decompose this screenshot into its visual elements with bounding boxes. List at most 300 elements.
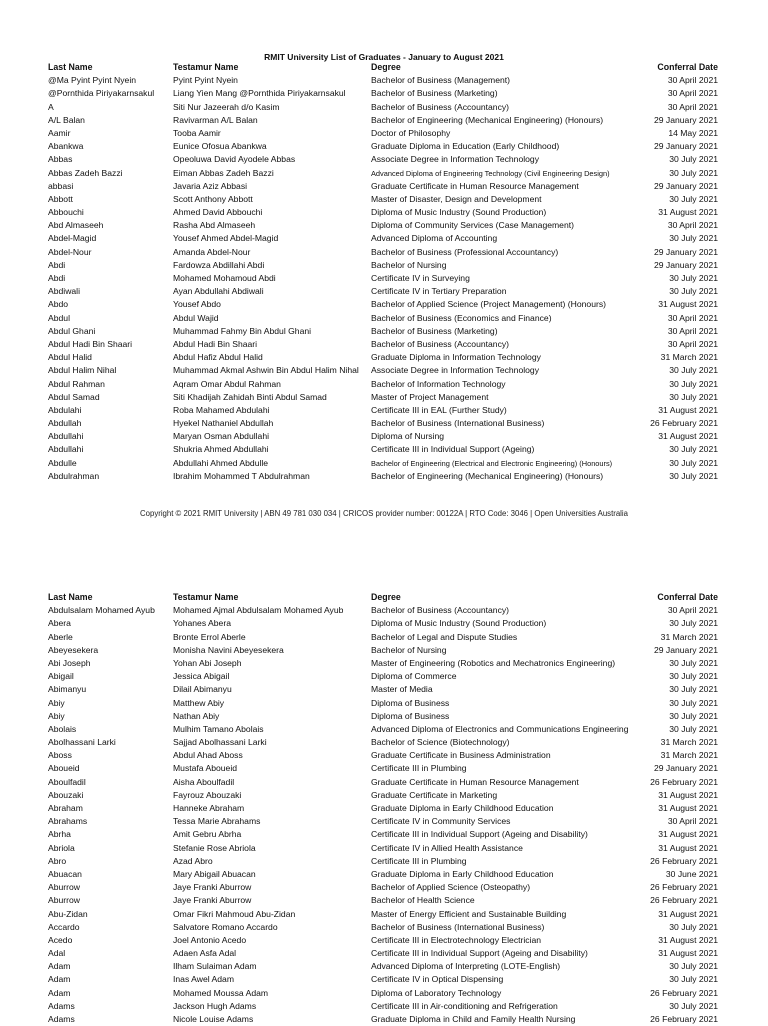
testamur-name-cell: Abdul Wajid [173,312,219,323]
conferral-date-cell: 26 February 2021 [650,776,718,787]
header-conferral-date: Conferral Date [657,62,718,72]
table-row [48,232,718,245]
table-row [48,855,718,868]
table-row [48,697,718,710]
last-name-cell: Adams [48,1000,75,1011]
conferral-date-cell: 31 August 2021 [658,934,718,945]
testamur-name-cell: Aisha Aboulfadil [173,776,235,787]
last-name-cell: Adam [48,987,71,998]
table-header [48,61,718,74]
last-name-cell: Abu-Zidan [48,908,88,919]
last-name-cell: Accardo [48,921,80,932]
table-row [48,815,718,828]
degree-cell: Bachelor of Applied Science (Project Management) (Honours) [371,299,607,310]
table-row [48,973,718,986]
degree-cell: Diploma of Community Services (Case Management) [371,220,574,231]
conferral-date-cell: 26 February 2021 [650,895,718,906]
last-name-cell: Aburrow [48,895,80,906]
conferral-date-cell: 30 July 2021 [669,657,718,668]
degree-cell: Certificate III in Plumbing [371,855,467,866]
degree-cell: Diploma of Music Industry (Sound Production) [371,618,547,629]
degree-cell: Bachelor of Business (Accountancy) [371,338,510,349]
last-name-cell: Abdul Rahman [48,378,105,389]
conferral-date-cell: 31 August 2021 [658,431,718,442]
table-row [48,604,718,617]
testamur-name-cell: Sajjad Abolhassani Larki [173,737,267,748]
degree-cell: Bachelor of Business (Professional Accountancy) [371,246,559,257]
last-name-cell: Abdul Ghani [48,325,96,336]
conferral-date-cell: 30 July 2021 [669,921,718,932]
testamur-name-cell: Bronte Errol Aberle [173,631,246,642]
last-name-cell: Adams [48,1014,75,1024]
degree-cell: Advanced Diploma of Interpreting (LOTE-English) [371,961,561,972]
conferral-date-cell: 31 March 2021 [660,750,718,761]
conferral-date-cell: 30 July 2021 [669,618,718,629]
last-name-cell: Abdul Samad [48,391,100,402]
last-name-cell: Abd Almaseeh [48,220,104,231]
last-name-cell: Abdel-Magid [48,233,97,244]
degree-cell: Bachelor of Business (Management) [371,75,511,86]
table-row [48,617,718,630]
conferral-date-cell: 30 July 2021 [669,671,718,682]
degree-cell: Bachelor of Legal and Dispute Studies [371,631,518,642]
degree-cell: Associate Degree in Information Technology [371,365,539,376]
testamur-name-cell: Pyint Pyint Nyein [173,75,238,86]
conferral-date-cell: 31 August 2021 [658,404,718,415]
last-name-cell: Abi Joseph [48,657,91,668]
conferral-date-cell: 31 August 2021 [658,948,718,959]
conferral-date-cell: 31 August 2021 [658,908,718,919]
conferral-date-cell: 30 April 2021 [667,101,718,112]
conferral-date-cell: 30 July 2021 [669,378,718,389]
degree-cell: Diploma of Laboratory Technology [371,987,502,998]
degree-cell: Master of Media [371,684,433,695]
last-name-cell: Abeyesekera [48,644,99,655]
table-row [48,908,718,921]
table-row [48,470,718,483]
table-row [48,378,718,391]
last-name-cell: Aboueid [48,763,80,774]
last-name-cell: Aamir [48,127,71,138]
last-name-cell: Abrahams [48,816,88,827]
testamur-name-cell: Amit Gebru Abrha [173,829,242,840]
last-name-cell: Abigail [48,671,74,682]
testamur-name-cell: Mohamed Mohamoud Abdi [173,273,276,283]
table-row [48,802,718,815]
table-row [48,1000,718,1013]
testamur-name-cell: Ibrahim Mohammed T Abdulrahman [173,470,310,481]
degree-cell: Certificate IV in Community Services [371,816,511,827]
last-name-cell: Abdul Halid [48,352,92,363]
table-row [48,430,718,443]
graduates-table-1 [48,61,718,483]
page-title: RMIT University List of Graduates - January to August 2021 [264,52,504,62]
degree-cell: Bachelor of Applied Science (Osteopathy) [371,882,531,893]
testamur-name-cell: Abdul Hafiz Abdul Halid [173,352,263,363]
last-name-cell: Abiy [48,710,65,721]
degree-cell: Bachelor of Engineering (Mechanical Engineering) (Honours) [371,470,604,481]
degree-cell: Bachelor of Business (Accountancy) [371,101,510,112]
degree-cell: Master of Engineering (Robotics and Mechatronics Engineering) [371,657,616,668]
table-row [48,881,718,894]
last-name-cell: Abrha [48,829,71,840]
table-row [48,443,718,456]
header-degree: Degree [371,62,401,72]
degree-cell: Doctor of Philosophy [371,127,451,138]
testamur-name-cell: Adaen Asfa Adal [173,948,237,959]
table-row [48,457,718,470]
testamur-name-cell: Ayan Abdullahi Abdiwali [173,286,264,297]
table-row [48,272,718,285]
conferral-date-cell: 30 June 2021 [665,868,718,879]
table-row [48,960,718,973]
testamur-name-cell: Fayrouz Abouzaki [173,789,242,800]
conferral-date-cell: 30 July 2021 [669,193,718,204]
table-row [48,219,718,232]
header-testamur-name: Testamur Name [173,592,239,602]
last-name-cell: Adam [48,974,71,985]
table-row [48,842,718,855]
last-name-cell: Abdul [48,312,70,323]
table-row [48,947,718,960]
degree-cell: Graduate Diploma in Child and Family Health Nursing [371,1014,576,1024]
conferral-date-cell: 30 April 2021 [667,220,718,231]
degree-cell: Bachelor of Business (Accountancy) [371,605,510,616]
conferral-date-cell: 26 February 2021 [650,882,718,893]
testamur-name-cell: Jaye Franki Aburrow [173,895,252,906]
last-name-cell: Abdulle [48,457,77,468]
conferral-date-cell: 26 February 2021 [650,1014,718,1024]
table-row [48,631,718,644]
last-name-cell: Abdo [48,299,69,310]
table-row [48,74,718,87]
header-last-name: Last Name [48,592,93,602]
testamur-name-cell: Shukria Ahmed Abdullahi [173,444,269,455]
conferral-date-cell: 26 February 2021 [650,418,718,429]
testamur-name-cell: Abdullahi Ahmed Abdulle [173,457,269,468]
graduates-table-2 [48,591,718,1026]
testamur-name-cell: Opeoluwa David Ayodele Abbas [173,154,296,165]
last-name-cell: Abdullahi [48,431,84,442]
conferral-date-cell: 29 January 2021 [653,763,718,774]
degree-cell: Master of Disaster, Design and Development [371,193,542,204]
last-name-cell: Abiy [48,697,65,708]
conferral-date-cell: 29 January 2021 [653,259,718,270]
testamur-name-cell: Jessica Abigail [173,671,230,682]
degree-cell: Graduate Diploma in Information Technology [371,352,541,363]
conferral-date-cell: 29 January 2021 [653,180,718,191]
table-row [48,180,718,193]
conferral-date-cell: 31 August 2021 [658,789,718,800]
degree-cell: Diploma of Business [371,710,450,721]
degree-cell: Bachelor of Information Technology [371,378,506,389]
testamur-name-cell: Yousef Abdo [173,299,221,310]
degree-cell: Bachelor of Business (International Business) [371,418,545,429]
testamur-name-cell: Mustafa Aboueid [173,763,238,774]
testamur-name-cell: Monisha Navini Abeyesekera [173,644,284,655]
copyright-footer: Copyright © 2021 RMIT University | ABN 49 781 030 034 | CRICOS provider number: 00122A | RTO Code: 3046 | Open Universities Australia [140,509,628,518]
degree-cell: Bachelor of Nursing [371,259,447,270]
table-header [48,591,718,604]
conferral-date-cell: 29 January 2021 [653,114,718,125]
conferral-date-cell: 31 March 2021 [660,737,718,748]
table-row [48,114,718,127]
table-row [48,206,718,219]
last-name-cell: Abro [48,855,67,866]
table-row [48,987,718,1000]
table-row [48,338,718,351]
degree-cell: Graduate Certificate in Marketing [371,789,498,800]
table-row [48,312,718,325]
conferral-date-cell: 30 July 2021 [669,365,718,376]
conferral-date-cell: 30 April 2021 [667,75,718,86]
last-name-cell: Abraham [48,803,83,813]
degree-cell: Diploma of Music Industry (Sound Production) [371,207,547,218]
testamur-name-cell: Jackson Hugh Adams [173,1000,257,1011]
table-row [48,417,718,430]
last-name-cell: Abdullah [48,418,82,429]
degree-cell: Graduate Diploma in Early Childhood Education [371,868,554,879]
conferral-date-cell: 31 August 2021 [658,803,718,813]
conferral-date-cell: 30 April 2021 [667,325,718,336]
degree-cell: Advanced Diploma of Engineering Technology (Civil Engineering Design) [371,168,610,178]
last-name-cell: Abdulahi [48,404,82,415]
table-row [48,391,718,404]
conferral-date-cell: 29 January 2021 [653,644,718,655]
testamur-name-cell: Tooba Aamir [173,127,221,138]
table-row [48,828,718,841]
testamur-name-cell: Azad Abro [173,855,213,866]
last-name-cell: Abera [48,618,71,629]
table-row [48,749,718,762]
table-row [48,259,718,272]
last-name-cell: abbasi [48,180,74,191]
testamur-name-cell: Mary Abigail Abuacan [173,868,256,879]
testamur-name-cell: Joel Antonio Acedo [173,934,247,945]
testamur-name-cell: Salvatore Romano Accardo [173,921,278,932]
table-row [48,868,718,881]
table-row [48,193,718,206]
testamur-name-cell: Aqram Omar Abdul Rahman [173,378,281,389]
degree-cell: Bachelor of Science (Biotechnology) [371,737,510,748]
table-row [48,710,718,723]
degree-cell: Certificate III in Electrotechnology Electrician [371,934,542,945]
table-row [48,1013,718,1026]
last-name-cell: Aboulfadil [48,776,86,787]
table-row [48,140,718,153]
table-row [48,153,718,166]
table-row [48,762,718,775]
last-name-cell: Aberle [48,631,73,642]
table-row [48,657,718,670]
testamur-name-cell: Ahmed David Abbouchi [173,207,263,218]
degree-cell: Master of Project Management [371,391,489,402]
conferral-date-cell: 26 February 2021 [650,987,718,998]
degree-cell: Certificate III in Individual Support (Ageing and Disability) [371,829,588,840]
testamur-name-cell: Scott Anthony Abbott [173,193,253,204]
degree-cell: Diploma of Business [371,697,450,708]
degree-cell: Advanced Diploma of Electronics and Communications Engineering [371,723,629,734]
last-name-cell: Abdullahi [48,444,84,455]
table-row [48,683,718,696]
conferral-date-cell: 30 July 2021 [669,233,718,244]
table-row [48,101,718,114]
degree-cell: Certificate IV in Tertiary Preparation [371,286,507,297]
table-row [48,404,718,417]
last-name-cell: Adam [48,961,71,972]
conferral-date-cell: 30 July 2021 [669,273,718,283]
conferral-date-cell: 31 August 2021 [658,829,718,840]
testamur-name-cell: Nathan Abiy [173,710,220,721]
degree-cell: Bachelor of Nursing [371,644,447,655]
conferral-date-cell: 30 April 2021 [667,605,718,616]
last-name-cell: Abdi [48,259,66,270]
testamur-name-cell: Javaria Aziz Abbasi [173,180,248,191]
testamur-name-cell: Yousef Ahmed Abdel-Magid [173,233,279,244]
degree-cell: Bachelor of Business (Marketing) [371,88,498,99]
testamur-name-cell: Tessa Marie Abrahams [173,816,261,827]
conferral-date-cell: 30 July 2021 [669,684,718,695]
testamur-name-cell: Roba Mahamed Abdulahi [173,404,270,415]
conferral-date-cell: 29 January 2021 [653,246,718,257]
last-name-cell: Abbas [48,154,73,165]
conferral-date-cell: 30 July 2021 [669,1000,718,1011]
degree-cell: Certificate III in Plumbing [371,763,467,774]
last-name-cell: Abolhassani Larki [48,737,116,748]
testamur-name-cell: Hanneke Abraham [173,803,245,813]
last-name-cell: @Ma Pyint Pyint Nyein [48,75,137,86]
degree-cell: Associate Degree in Information Technology [371,154,539,165]
testamur-name-cell: Muhammad Fahmy Bin Abdul Ghani [173,325,312,336]
header-degree: Degree [371,592,401,602]
last-name-cell: Abdulsalam Mohamed Ayub [48,605,155,616]
conferral-date-cell: 30 July 2021 [669,974,718,985]
testamur-name-cell: Siti Nur Jazeerah d/o Kasim [173,101,280,112]
last-name-cell: Abdiwali [48,286,81,297]
testamur-name-cell: Ilham Sulaiman Adam [173,961,257,972]
testamur-name-cell: Siti Khadijah Zahidah Binti Abdul Samad [173,391,327,402]
conferral-date-cell: 26 February 2021 [650,855,718,866]
conferral-date-cell: 30 July 2021 [669,697,718,708]
degree-cell: Graduate Certificate in Human Resource Management [371,180,579,191]
testamur-name-cell: Yohanes Abera [173,618,231,629]
degree-cell: Bachelor of Engineering (Electrical and Electronic Engineering) (Honours) [371,458,613,468]
last-name-cell: Abdul Halim Nihal [48,365,117,376]
conferral-date-cell: 30 April 2021 [667,816,718,827]
testamur-name-cell: Mohamed Ajmal Abdulsalam Mohamed Ayub [173,605,344,616]
degree-cell: Bachelor of Engineering (Mechanical Engineering) (Honours) [371,114,604,125]
degree-cell: Bachelor of Health Science [371,895,475,906]
last-name-cell: Abdel-Nour [48,246,92,257]
last-name-cell: Abouzaki [48,789,84,800]
degree-cell: Master of Energy Efficient and Sustainable Building [371,908,567,919]
testamur-name-cell: Abdul Ahad Aboss [173,750,243,761]
conferral-date-cell: 30 July 2021 [669,154,718,165]
conferral-date-cell: 31 August 2021 [658,299,718,310]
conferral-date-cell: 30 April 2021 [667,338,718,349]
testamur-name-cell: Muhammad Akmal Ashwin Bin Abdul Halim Nihal [173,365,359,376]
degree-cell: Certificate III in Air-conditioning and Refrigeration [371,1000,558,1011]
conferral-date-cell: 30 July 2021 [669,961,718,972]
conferral-date-cell: 30 July 2021 [669,723,718,734]
degree-cell: Certificate IV in Allied Health Assistance [371,842,523,853]
testamur-name-cell: Fardowza Abdillahi Abdi [173,259,265,270]
table-row [48,285,718,298]
table-row [48,921,718,934]
testamur-name-cell: Amanda Abdel-Nour [173,246,251,257]
last-name-cell: Abdi [48,273,66,283]
table-row [48,298,718,311]
last-name-cell: @Pornthida Piriyakarnsakul [48,88,155,99]
table-row [48,723,718,736]
conferral-date-cell: 30 July 2021 [669,444,718,455]
testamur-name-cell: Stefanie Rose Abriola [173,842,256,853]
degree-cell: Certificate IV in Optical Dispensing [371,974,504,985]
table-row [48,670,718,683]
conferral-date-cell: 31 August 2021 [658,842,718,853]
table-row [48,167,718,180]
table-row [48,736,718,749]
degree-cell: Graduate Certificate in Business Administration [371,750,551,761]
conferral-date-cell: 30 July 2021 [669,167,718,178]
testamur-name-cell: Hyekel Nathaniel Abdullah [173,418,274,429]
degree-cell: Bachelor of Business (Economics and Finance) [371,312,552,323]
degree-cell: Certificate III in Individual Support (Ageing and Disability) [371,948,588,959]
table-row [48,894,718,907]
testamur-name-cell: Liang Yien Mang @Pornthida Piriyakarnsakul [173,88,346,99]
degree-cell: Certificate III in EAL (Further Study) [371,404,507,415]
table-row [48,644,718,657]
degree-cell: Graduate Certificate in Human Resource Management [371,776,579,787]
header-conferral-date: Conferral Date [657,592,718,602]
testamur-name-cell: Maryan Osman Abdullahi [173,431,270,442]
last-name-cell: Abdul Hadi Bin Shaari [48,338,133,349]
testamur-name-cell: Rasha Abd Almaseeh [173,220,256,231]
conferral-date-cell: 31 August 2021 [658,207,718,218]
degree-cell: Diploma of Nursing [371,431,445,442]
degree-cell: Bachelor of Business (Marketing) [371,325,498,336]
testamur-name-cell: Eiman Abbas Zadeh Bazzi [173,167,274,178]
testamur-name-cell: Mohamed Moussa Adam [173,987,269,998]
testamur-name-cell: Abdul Hadi Bin Shaari [173,338,258,349]
conferral-date-cell: 30 April 2021 [667,88,718,99]
testamur-name-cell: Yohan Abi Joseph [173,657,242,668]
table-row [48,127,718,140]
degree-cell: Graduate Diploma in Early Childhood Education [371,803,554,813]
testamur-name-cell: Nicole Louise Adams [173,1014,254,1024]
table-row [48,87,718,100]
table-row [48,325,718,338]
header-last-name: Last Name [48,62,93,72]
last-name-cell: Abriola [48,842,75,853]
table-row [48,246,718,259]
conferral-date-cell: 31 March 2021 [660,352,718,363]
header-testamur-name: Testamur Name [173,62,239,72]
degree-cell: Graduate Diploma in Education (Early Childhood) [371,141,560,152]
testamur-name-cell: Eunice Ofosua Abankwa [173,141,267,152]
conferral-date-cell: 31 March 2021 [660,631,718,642]
table-row [48,364,718,377]
conferral-date-cell: 30 April 2021 [667,312,718,323]
conferral-date-cell: 30 July 2021 [669,710,718,721]
last-name-cell: Adal [48,948,66,959]
conferral-date-cell: 30 July 2021 [669,391,718,402]
degree-cell: Bachelor of Business (International Business) [371,921,545,932]
last-name-cell: Abdulrahman [48,470,100,481]
testamur-name-cell: Ravivarman A/L Balan [173,114,258,125]
last-name-cell: Abbas Zadeh Bazzi [48,167,123,178]
last-name-cell: Abbouchi [48,207,84,218]
